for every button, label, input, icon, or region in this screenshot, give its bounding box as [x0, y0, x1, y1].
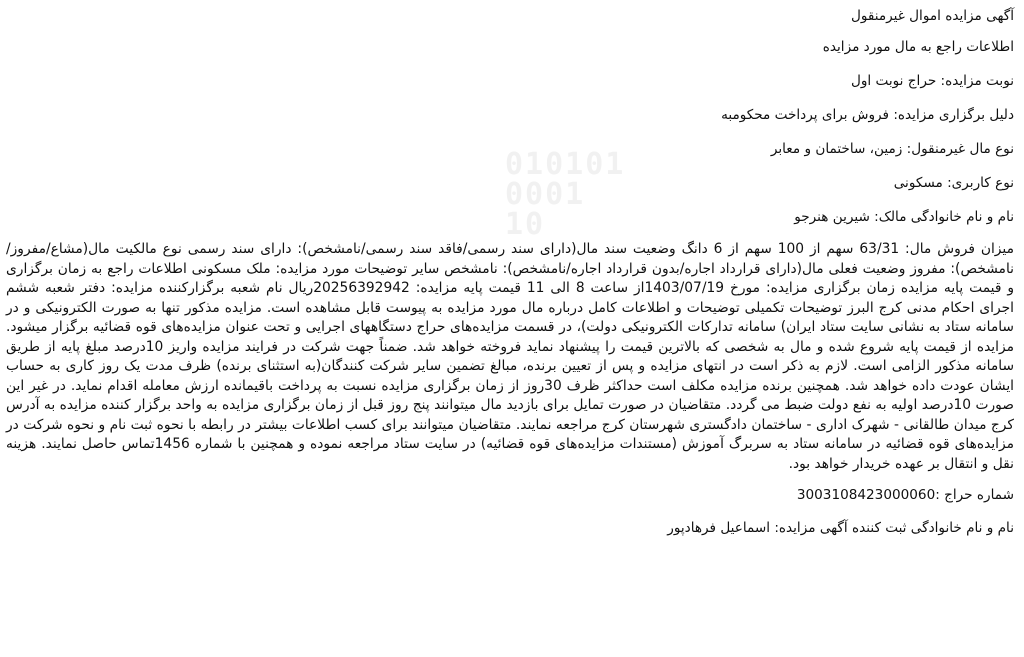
watermark-line-1: 010101: [505, 147, 626, 182]
owner-name: نام و نام خانوادگی مالک: شیرین هنرجو: [794, 209, 1014, 225]
auction-number: شماره حراج :3003108423000060: [796, 487, 1014, 503]
watermark-line-2: 0001: [505, 177, 586, 212]
watermark-line-3: 10: [505, 207, 546, 242]
registrar-name: نام و نام خانوادگی ثبت کننده آگهی مزایده: اسماعیل فرهادپور: [667, 520, 1014, 536]
auction-round: نوبت مزایده: حراج نوبت اول: [850, 73, 1014, 89]
usage-type: نوع کاربری: مسکونی: [893, 175, 1014, 191]
auction-reason: دلیل برگزاری مزایده: فروش برای پرداخت محکومبه: [721, 107, 1014, 123]
notice-title: آگهی مزایده اموال غیرمنقول: [850, 8, 1014, 24]
notice-body-paragraph: میزان فروش مال: 63/31 سهم از 100 سهم از 6 دانگ وضعیت سند مال(دارای سند رسمی/فاقد سند رسمی/نامشخص): دارای سند رسمی نوع مالکیت مال(مشاع/مفروز/نامشخص): مفروز وضعیت فعلی مال(دارای قرارداد اجاره/بدون قرارداد اجاره/نامشخص): نامشخص سایر توضیحات مورد مزایده: ملک مسکونی اطلاعات راجع به زمان برگزاری و قیمت پایه مزایده زمان برگزاری مزایده: مورخ 1403/07/19از ساعت 8 الی 11 قیمت پایه مزایده: 20256392942ریال نام شعبه برگزارکننده مزایده: دفتر شعبه ششم اجرای احکام مدنی کرج البرز توضیحات تکمیلی توضیحات و اطلاعات کامل درباره مال مورد مزایده به پیوست قابل مشاهده است. مزایده مذکور تنها به صورت الکترونیکی و در سامانه ستاد به نشانی سایت ستاد ایران) سامانه تدارکات الکترونیکی دولت)، در قسمت مزایده‌های حراج دستگاههای اجرایی و تحت عنوان مزایده‌های قوه قضائیه برگزار میشود. مزایده از قیمت پایه شروع شده و مال به شخصی که بالاترین قیمت را پیشنهاد نماید فروخته خواهد شد. ضمناً جهت شرکت در فرایند مزایده واریز 10درصد مبلغ پایه از طریق سامانه مذکور الزامی است. لازم به ذکر است در انتهای مزایده و پس از تعیین برنده، مبالغ تضمین سایر شرکت کنندگان(به استثنای برنده) ظرف مدت یک روز کاری به حساب ایشان عودت داده خواهد شد. همچنین برنده مزایده مکلف است حداکثر ظرف 30روز از زمان برگزاری مزایده نسبت به پرداخت باقیمانده ارزش معامله اقدام نماید. در غیر این صورت 10درصد اولیه به نفع دولت ضبط می گردد. متقاضیان در صورت تمایل برای بازدید مال میتوانند پنج روز قبل از زمان برگزاری مزایده به واحد برگزار کننده مزایده به آدرس کرج میدان طالقانی - شهرک اداری - ساختمان دادگستری شهرستان کرج مراجعه نمایند. متقاضیان میتوانند برای کسب اطلاعات بیشتر در رابطه با نحوه ثبت نام و نحوه شرکت در مزایده‌های قوه قضائیه در سامانه ستاد به سربرگ آموزش (مستندات مزایده‌های قوه قضائیه) در سایت ستاد مراجعه نموده و همچنین با شماره 1456تماس حاصل نمایند. هزینه نقل و انتقال بر عهده خریدار خواهد بود.: [6, 241, 1015, 472]
property-type: نوع مال غیرمنقول: زمین، ساختمان و معابر: [770, 141, 1014, 157]
notice-subtitle: اطلاعات راجع به مال مورد مزایده: [822, 39, 1014, 55]
notice-content: [6, 6, 1014, 539]
